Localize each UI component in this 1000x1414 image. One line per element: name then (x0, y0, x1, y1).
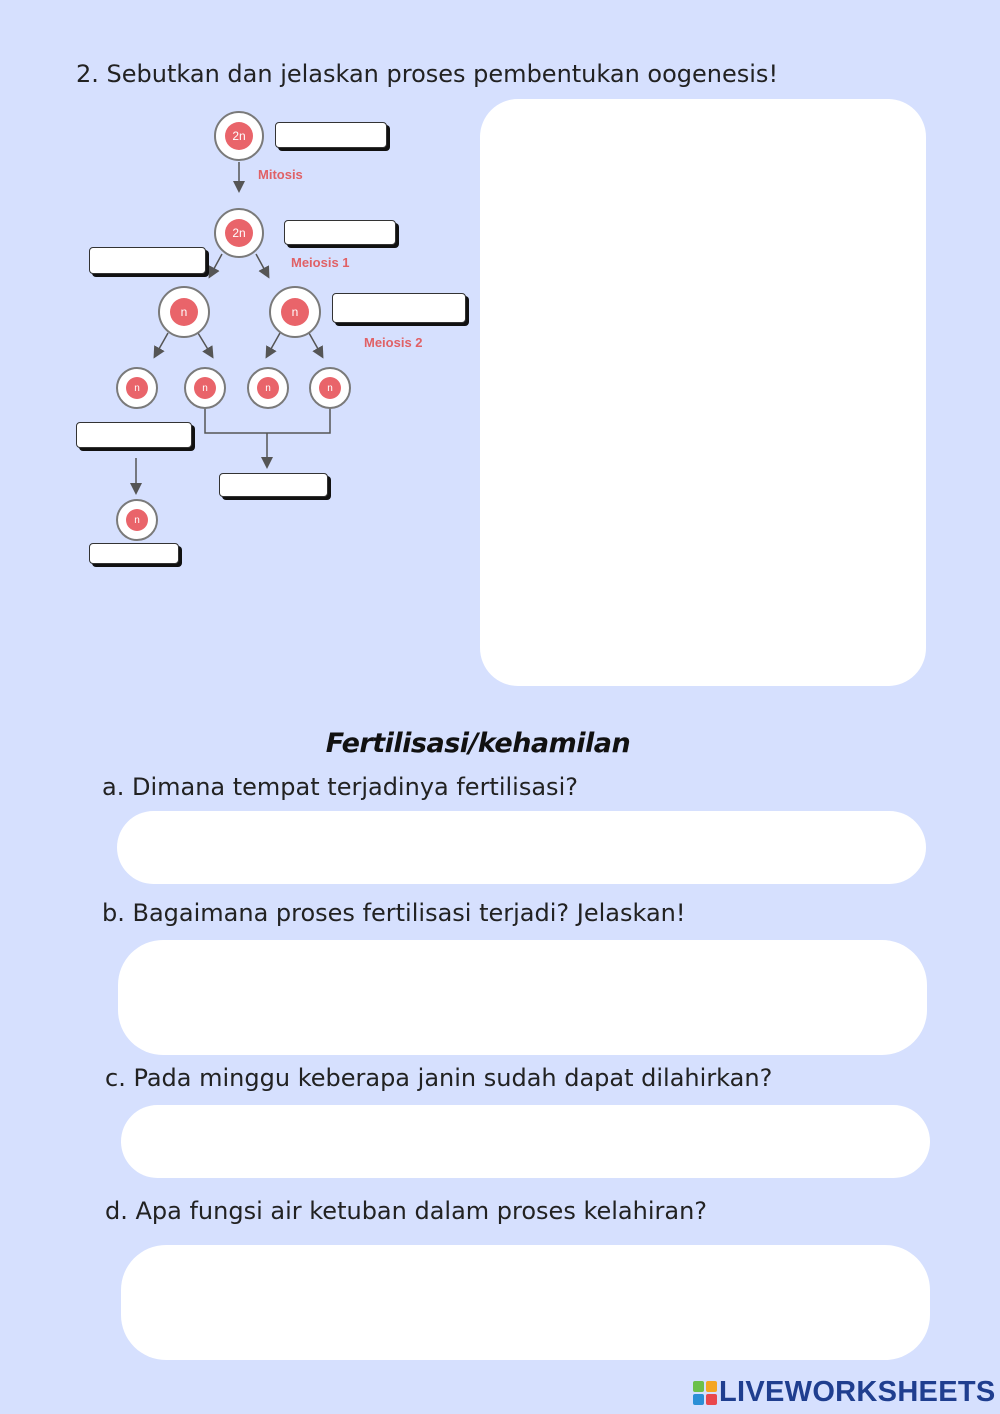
blank-oogonium[interactable] (275, 122, 387, 148)
question-d: d. Apa fungsi air ketuban dalam proses kelahiran? (105, 1197, 708, 1225)
nucleus-n: n (319, 377, 341, 399)
arrow-meiosis2-a (155, 333, 168, 356)
question-c: c. Pada minggu keberapa janin sudah dapat dilahirkan? (105, 1064, 773, 1092)
polar-body-cell (247, 367, 289, 409)
nucleus-n: n (194, 377, 216, 399)
oogonium-cell (214, 111, 264, 161)
ootid-cell (116, 367, 158, 409)
question-2: 2. Sebutkan dan jelaskan proses pembentukan oogenesis! (76, 60, 779, 88)
blank-primary-oocyte[interactable] (284, 220, 396, 245)
blank-first-polar-body[interactable] (332, 293, 466, 323)
arrow-meiosis1-right (256, 254, 268, 276)
brand-logo (693, 1376, 996, 1409)
ovum-cell (116, 499, 158, 541)
answer-box-question-2[interactable] (480, 99, 926, 686)
polar-bodies-bracket (205, 408, 330, 433)
answer-field-c[interactable] (121, 1105, 930, 1178)
arrow-meiosis2-c (267, 333, 280, 356)
blank-meiosis1-left[interactable] (89, 247, 206, 274)
oogenesis-diagram (0, 0, 480, 600)
arrow-meiosis2-b (198, 333, 212, 356)
brand-text: LIVEWORKSHEETS (719, 1376, 996, 1408)
arrow-meiosis1-left (210, 254, 222, 276)
arrow-meiosis2-d (309, 333, 322, 356)
answer-field-a[interactable] (117, 811, 926, 884)
brand-grid-icon (693, 1381, 717, 1405)
nucleus-2n: 2n (225, 122, 253, 150)
polar-body-cell (309, 367, 351, 409)
nucleus-n: n (126, 377, 148, 399)
nucleus-2n: 2n (225, 219, 253, 247)
blank-polar-bodies[interactable] (219, 473, 328, 497)
nucleus-n: n (170, 298, 198, 326)
blank-ootid[interactable] (76, 422, 192, 448)
blank-ovum[interactable] (89, 543, 179, 564)
phase-label-mitosis: Mitosis (258, 167, 303, 182)
primary-oocyte-cell (214, 208, 264, 258)
nucleus-n: n (126, 509, 148, 531)
nucleus-n: n (281, 298, 309, 326)
question-a: a. Dimana tempat terjadinya fertilisasi? (102, 773, 578, 801)
first-polar-body-cell (269, 286, 321, 338)
section-title: Fertilisasi/kehamilan (325, 728, 631, 759)
nucleus-n: n (257, 377, 279, 399)
question-b: b. Bagaimana proses fertilisasi terjadi? Jelaskan! (102, 899, 686, 927)
phase-label-meiosis-1: Meiosis 1 (291, 255, 350, 270)
phase-label-meiosis-2: Meiosis 2 (364, 335, 423, 350)
answer-field-b[interactable] (118, 940, 927, 1055)
answer-field-d[interactable] (121, 1245, 930, 1360)
secondary-oocyte-cell (158, 286, 210, 338)
polar-body-cell (184, 367, 226, 409)
